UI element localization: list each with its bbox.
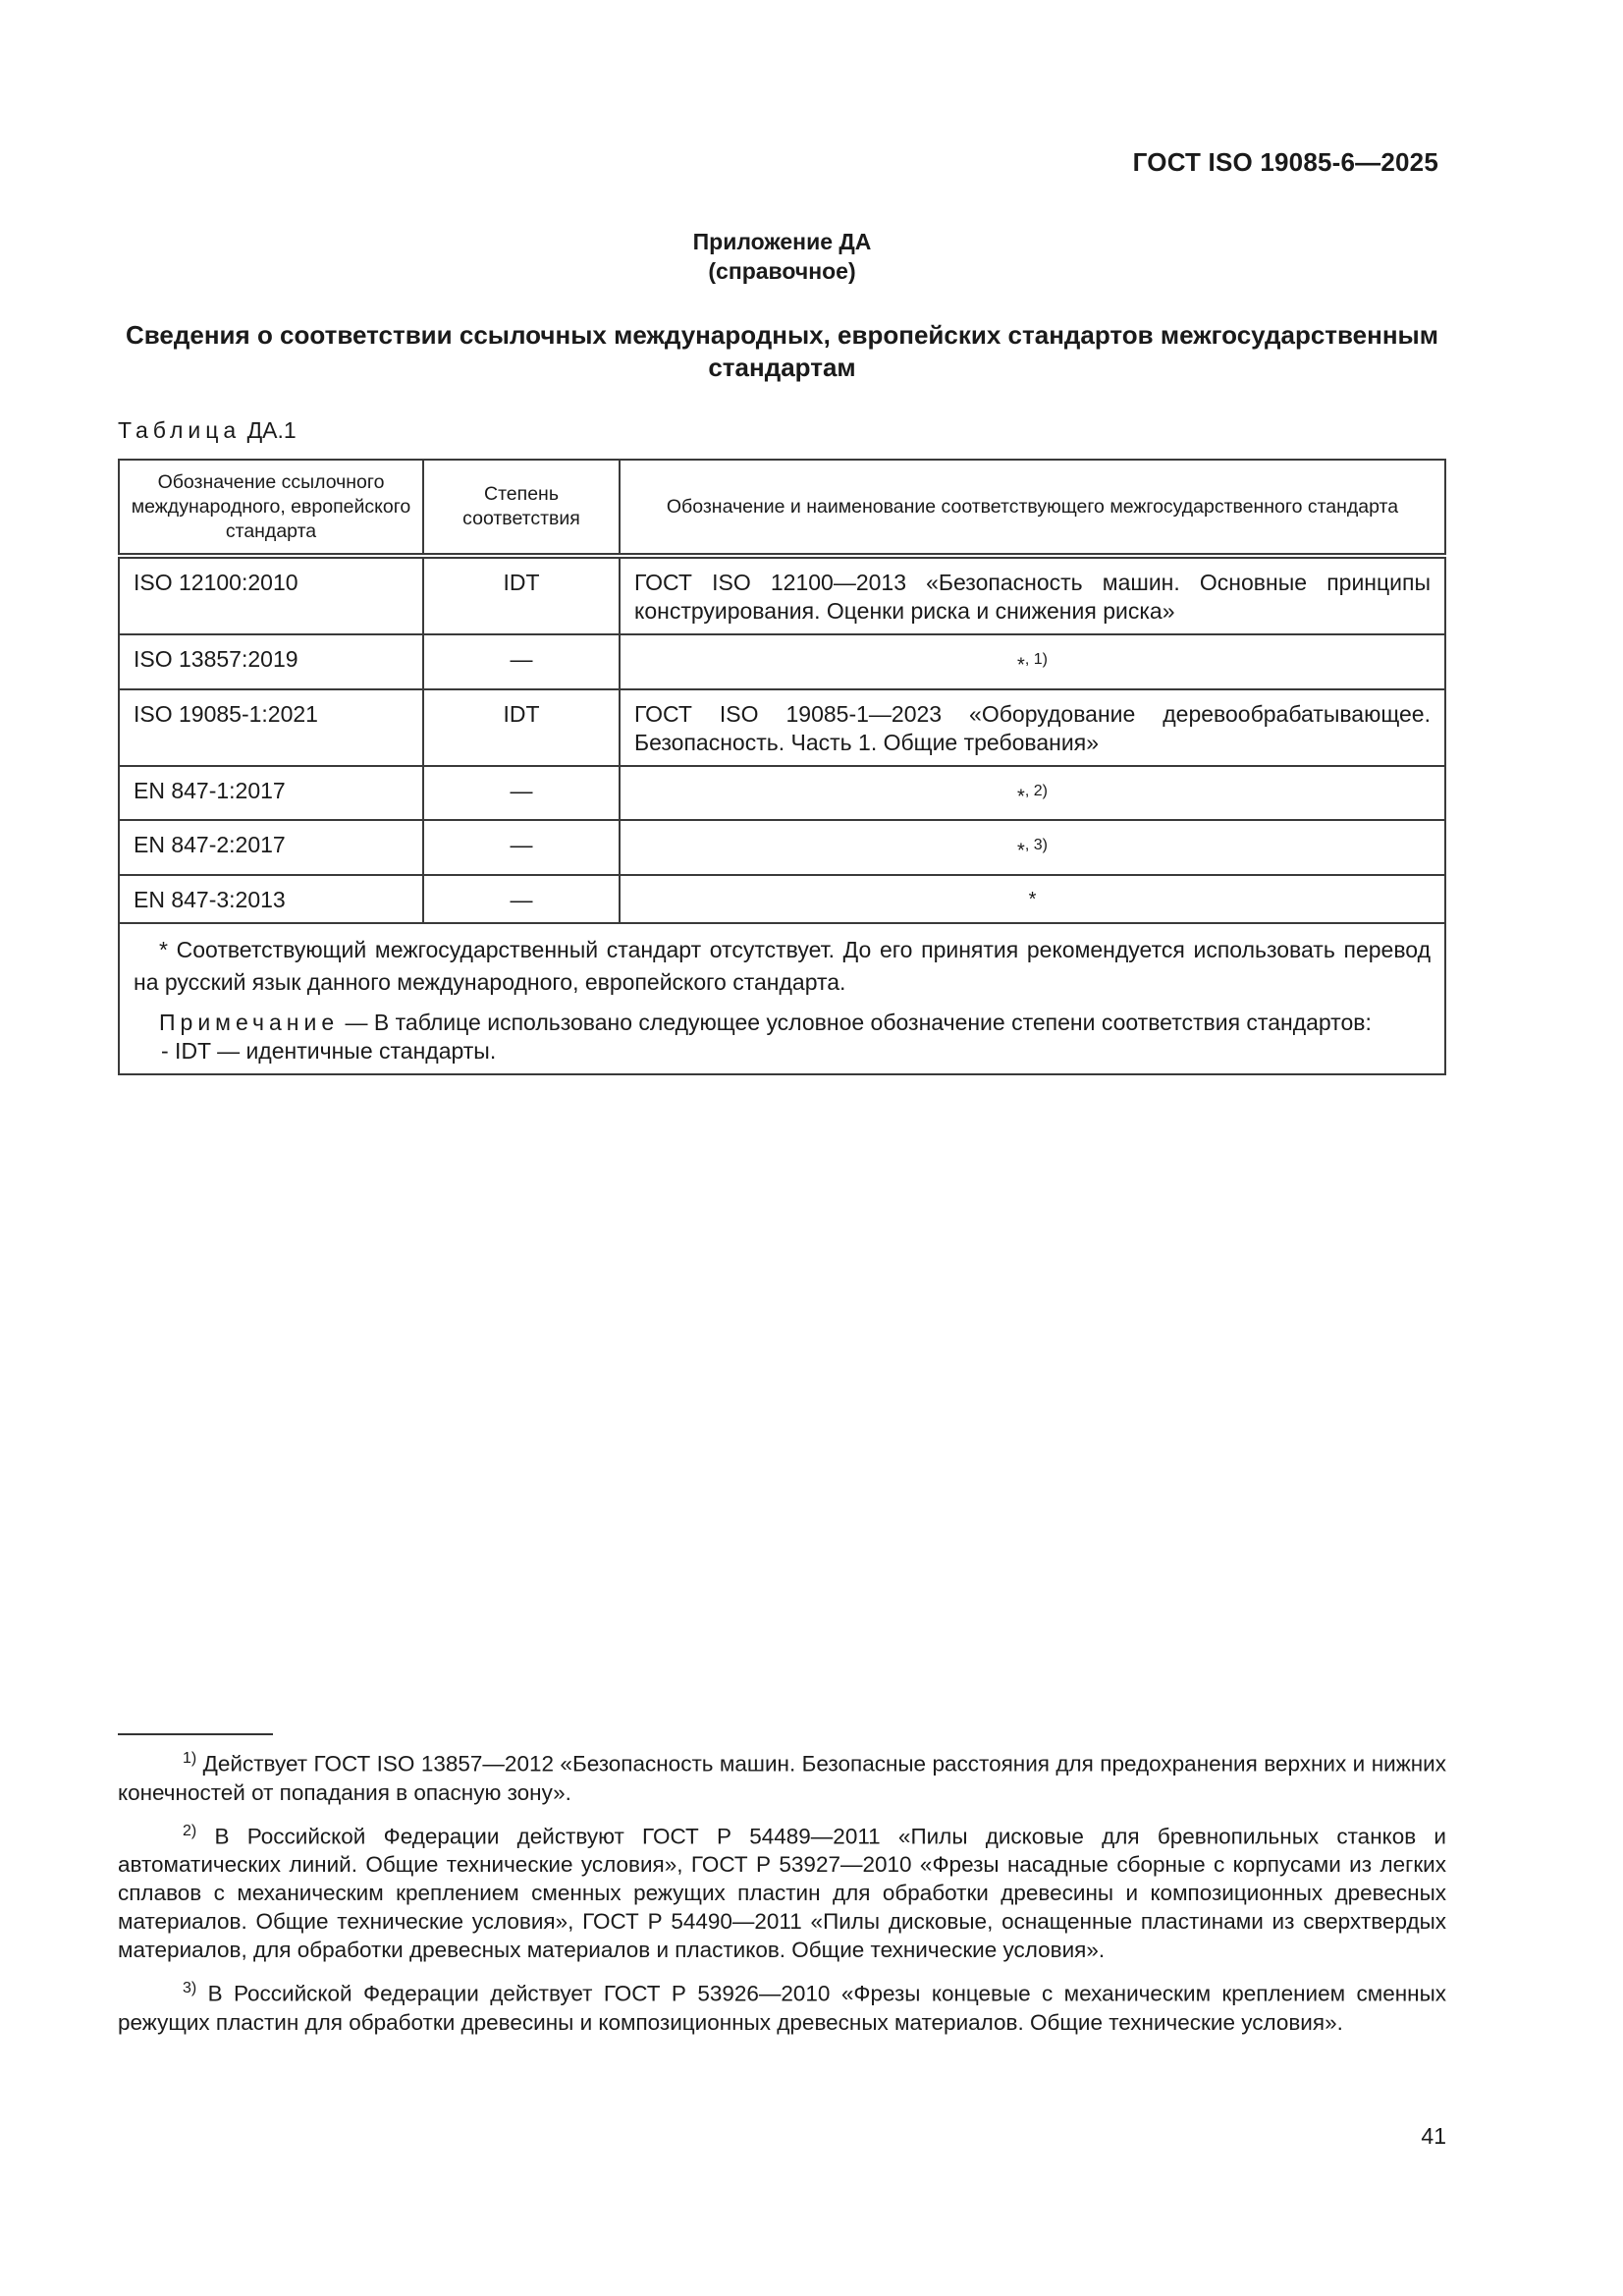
footnote — [118, 1744, 1446, 1807]
header-degree: Степень соответствия — [423, 460, 620, 556]
star-note: * Соответствующий межгосударственный стандарт отсутствует. До его принятия рекомендуется использовать перевод на русский язык данного международного, европейского стандарта. — [134, 936, 1431, 995]
note-text: — В таблице использовано следующее условное обозначение степени соответствия стандартов: — [339, 1009, 1372, 1035]
annex-type: (справочное) — [708, 258, 856, 284]
cell-ref: ISO 12100:2010 — [119, 556, 423, 634]
footnotes — [118, 1744, 1446, 2047]
table-caption-number: ДА.1 — [246, 417, 297, 443]
absent-mark: * — [1017, 786, 1025, 808]
table-notes — [119, 923, 1445, 1074]
correspondence-table — [118, 459, 1446, 1075]
footnote-text: В Российской Федерации действует ГОСТ Р 53926—2010 «Фрезы концевые с механическим креплением сменных режущих пластин для обработки древесины и композиционных древесных материалов. Общие технические условия». — [118, 1981, 1446, 2035]
footnote-ref: , 3) — [1024, 837, 1048, 854]
footnote — [118, 1817, 1446, 1965]
table-caption-word: Таблица — [118, 417, 242, 443]
cell-national: ГОСТ ISO 19085-1—2023 «Оборудование деревообрабатывающее. Безопасность. Часть 1. Общие требования» — [620, 689, 1445, 766]
footnote-ref: , 2) — [1024, 782, 1048, 799]
note-list-item: - IDT — идентичные стандарты. — [161, 1037, 497, 1064]
cell-national-absent — [620, 766, 1445, 821]
footnote-text: Действует ГОСТ ISO 13857—2012 «Безопасность машин. Безопасные расстояния для предохранения верхних и нижних конечностей от попадания в опасную зону». — [118, 1751, 1446, 1805]
footnote-number: 3) — [183, 1980, 197, 1996]
cell-degree: — — [423, 875, 620, 923]
annex-title: Приложение ДА — [692, 229, 872, 254]
table-row — [119, 875, 1445, 923]
table-header-row — [119, 460, 1445, 556]
cell-degree: IDT — [423, 689, 620, 766]
cell-national-absent — [620, 820, 1445, 875]
table-row — [119, 634, 1445, 689]
table-caption — [118, 417, 297, 444]
cell-degree: — — [423, 766, 620, 821]
table-notes-row — [119, 923, 1445, 1074]
header-ref-standard: Обозначение ссылочного международного, европейского стандарта — [119, 460, 423, 556]
footnote-separator — [118, 1733, 273, 1735]
absent-mark: * — [1017, 840, 1025, 862]
document-code: ГОСТ ISO 19085-6—2025 — [1132, 147, 1438, 177]
cell-degree: — — [423, 634, 620, 689]
table-row — [119, 820, 1445, 875]
cell-degree: IDT — [423, 556, 620, 634]
absent-mark: * — [1017, 654, 1025, 677]
table-row — [119, 689, 1445, 766]
cell-national-absent — [620, 634, 1445, 689]
cell-ref: ISO 19085-1:2021 — [119, 689, 423, 766]
cell-national-absent — [620, 875, 1445, 923]
cell-ref: EN 847-2:2017 — [119, 820, 423, 875]
cell-ref: ISO 13857:2019 — [119, 634, 423, 689]
absent-mark: * — [1028, 888, 1037, 910]
cell-ref: EN 847-1:2017 — [119, 766, 423, 821]
note-label: Примечание — [159, 1009, 340, 1035]
cell-degree: — — [423, 820, 620, 875]
footnote-ref: , 1) — [1024, 651, 1048, 668]
annex-heading: Сведения о соответствии ссылочных международных, европейских стандартов межгосударственным стандартам — [126, 320, 1438, 382]
footnote — [118, 1974, 1446, 2037]
page-number: 41 — [1421, 2123, 1446, 2149]
footnote-number: 1) — [183, 1750, 197, 1767]
footnote-number: 2) — [183, 1822, 197, 1839]
header-national-standard: Обозначение и наименование соответствующего межгосударственного стандарта — [620, 460, 1445, 556]
table-row — [119, 766, 1445, 821]
cell-national: ГОСТ ISO 12100—2013 «Безопасность машин. Основные принципы конструирования. Оценки риска и снижения риска» — [620, 556, 1445, 634]
footnote-text: В Российской Федерации действуют ГОСТ Р 54489—2011 «Пилы дисковые для бревнопильных станков и автоматических линий. Общие технические условия», ГОСТ Р 53927—2010 «Фрезы насадные сборные с корпусами из легких сплавов с механическим креплением сменных режущих пластин для обработки древесины и композиционных древесных материалов. Общие технические условия», ГОСТ Р 54490—2011 «Пилы дисковые, оснащенные пластинами из сверхтвердых материалов, для обработки древесных материалов и пластиков. Общие технические условия». — [118, 1824, 1446, 1962]
cell-ref: EN 847-3:2013 — [119, 875, 423, 923]
table-note — [134, 1009, 1431, 1037]
table-row — [119, 556, 1445, 634]
